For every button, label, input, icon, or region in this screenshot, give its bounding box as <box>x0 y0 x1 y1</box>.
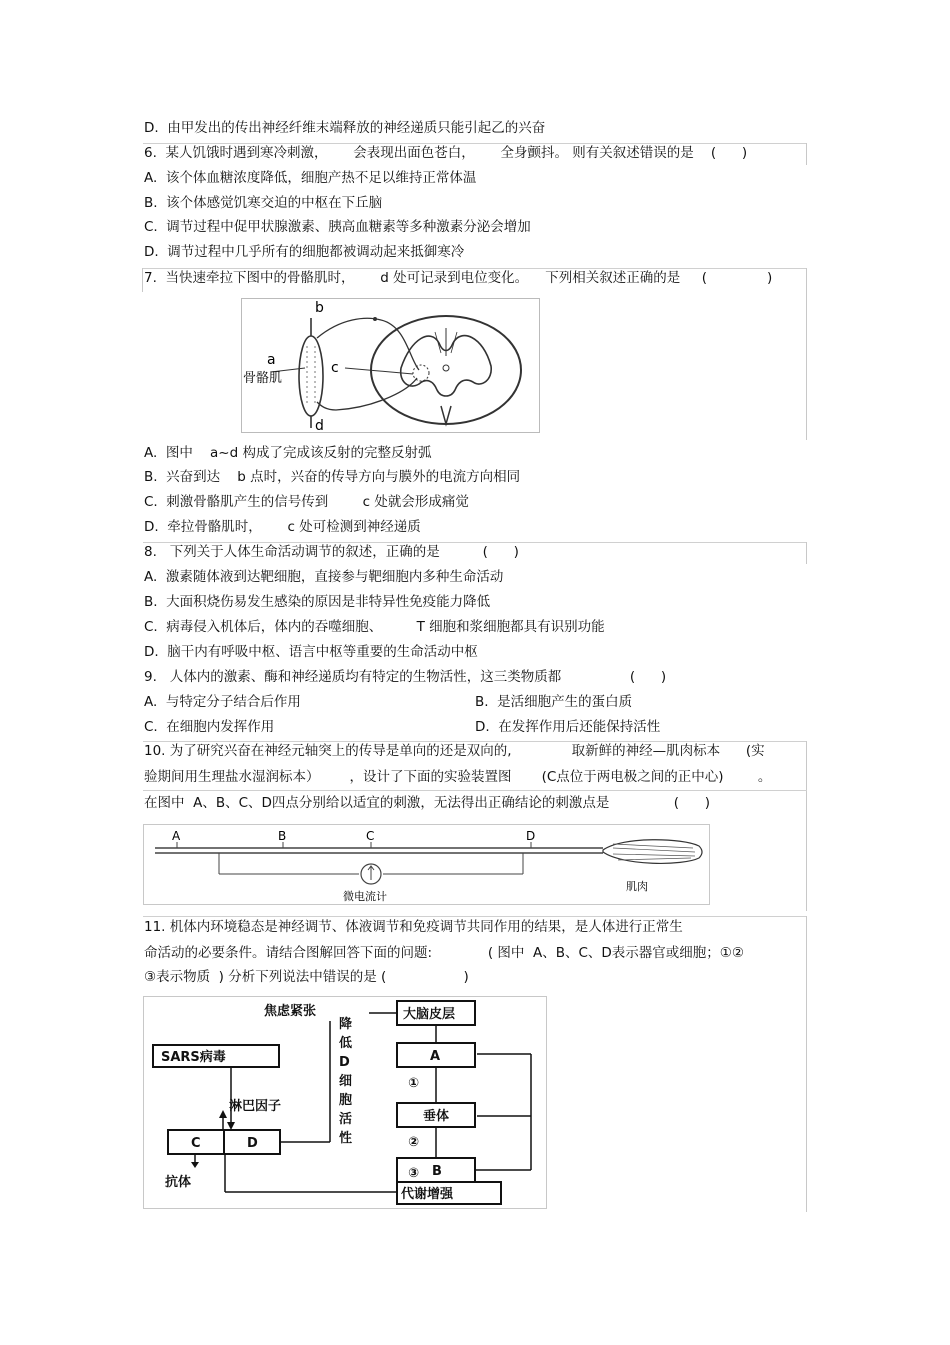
q10-stem-line1: 10. 为了研究兴奋在神经元轴突上的传导是单向的还是双向的, 取新鲜的神经—肌肉标本 (实 <box>144 743 765 759</box>
q7-option-c: C. 刺激骨骼肌产生的信号传到 c 处就会形成痛觉 <box>144 494 469 510</box>
label-galvanometer: 微电流计 <box>343 890 387 903</box>
reduce-d-activity-char: 胞 <box>339 1093 353 1108</box>
q11-stem-line3: ③表示物质 ) 分析下列说法中错误的是 ( ) <box>144 969 469 985</box>
q9-option-d: D. 在发挥作用后还能保持活性 <box>475 719 661 735</box>
box-c-label: C <box>191 1136 201 1151</box>
reflex-arc-figure <box>241 298 541 434</box>
sars-virus-label: SARS病毒 <box>161 1050 226 1065</box>
reduce-d-activity-char: 细 <box>339 1074 353 1089</box>
divider <box>143 268 807 269</box>
label-c: c <box>331 360 339 376</box>
q7-stem: 7. 当快速牵拉下图中的骨骼肌时， d 处可记录到电位变化。 下列相关叙述正确的是 ( ) <box>144 270 773 286</box>
substance-3-label: ③ <box>408 1166 420 1181</box>
q7-option-d: D. 牵拉骨骼肌时， c 处可检测到神经递质 <box>144 519 421 535</box>
nerve-muscle-figure <box>143 824 711 906</box>
q6-option-a: A. 该个体血糖浓度降低，细胞产热不足以维持正常体温 <box>144 170 477 186</box>
label-d: d <box>315 418 324 434</box>
q10-stem-line2: 验期间用生理盐水湿润标本） ，设计了下面的实验装置图 (C点位于两电极之间的正中心) 。 <box>144 769 772 785</box>
divider <box>143 916 807 917</box>
label-a: a <box>267 352 276 368</box>
anxiety-label: 焦虑紧张 <box>264 1004 317 1019</box>
homeostasis-diagram <box>143 996 548 1210</box>
label-b: b <box>315 300 324 316</box>
q6-stem: 6. 某人饥饿时遇到寒冷刺激， 会表现出面色苍白， 全身颤抖。 则有关叙述错误的是 ( ) <box>144 145 748 161</box>
q10-stem-line3: 在图中 A、B、C、D四点分别给以适宜的刺激，无法得出正确结论的刺激点是 ( ) <box>144 795 711 811</box>
divider <box>142 268 143 292</box>
q8-option-b: B. 大面积烧伤易发生感染的原因是非特异性免疫能力降低 <box>144 594 491 610</box>
box-b-label: B <box>432 1164 442 1179</box>
q9-option-a: A. 与特定分子结合后作用 <box>144 694 301 710</box>
cerebral-cortex-label: 大脑皮层 <box>403 1007 456 1022</box>
q9-option-c: C. 在细胞内发挥作用 <box>144 719 275 735</box>
divider <box>143 542 807 543</box>
q8-option-c: C. 病毒侵入机体后，体内的吞噬细胞、 T 细胞和浆细胞都具有识别功能 <box>144 619 605 635</box>
q6-option-b: B. 该个体感觉饥寒交迫的中枢在下丘脑 <box>144 195 383 211</box>
reduce-d-activity-char: D <box>339 1055 350 1070</box>
q6-option-c: C. 调节过程中促甲状腺激素、胰高血糖素等多种激素分泌会增加 <box>144 219 531 235</box>
divider <box>143 790 807 791</box>
reduce-d-activity-char: 降 <box>339 1017 353 1032</box>
lymphokine-label: 淋巴因子 <box>229 1099 282 1114</box>
pituitary-label: 垂体 <box>423 1109 450 1124</box>
q8-option-a: A. 激素随体液到达靶细胞，直接参与靶细胞内多种生命活动 <box>144 569 504 585</box>
divider <box>806 741 807 911</box>
box-d-label: D <box>247 1136 258 1151</box>
antibody-label: 抗体 <box>165 1175 192 1190</box>
q6-option-d: D. 调节过程中几乎所有的细胞都被调动起来抵御寒冷 <box>144 244 465 260</box>
q8-option-d: D. 脑干内有呼吸中枢、语言中枢等重要的生命活动中枢 <box>144 644 478 660</box>
q7-option-a: A. 图中 a~d 构成了完成该反射的完整反射弧 <box>144 445 432 461</box>
divider <box>806 542 807 564</box>
divider <box>806 916 807 1212</box>
q11-stem-line2: 命活动的必要条件。请结合图解回答下面的问题: ( 图中 A、B、C、D表示器官或细胞；①② <box>144 945 744 961</box>
label-point-a: A <box>172 829 181 843</box>
q9-option-b: B. 是活细胞产生的蛋白质 <box>475 694 633 710</box>
label-point-d: D <box>526 829 536 843</box>
divider <box>806 143 807 165</box>
divider <box>143 741 807 742</box>
label-skeletal-muscle: 骨骼肌 <box>243 371 283 386</box>
reduce-d-activity-char: 性 <box>339 1131 353 1146</box>
divider <box>806 268 807 440</box>
q8-stem: 8. 下列关于人体生命活动调节的叙述，正确的是 ( ) <box>144 544 519 560</box>
label-point-b: B <box>278 829 287 843</box>
reduce-d-activity-char: 低 <box>339 1036 353 1051</box>
q7-option-b: B. 兴奋到达 b 点时，兴奋的传导方向与膜外的电流方向相同 <box>144 469 521 485</box>
q9-stem: 9. 人体内的激素、酶和神经递质均有特定的生物活性，这三类物质都 ( ) <box>144 669 667 685</box>
reduce-d-activity-char: 活 <box>339 1112 353 1127</box>
divider <box>143 143 807 144</box>
label-point-c: C <box>366 829 375 843</box>
box-a-label: A <box>430 1049 441 1064</box>
q11-stem-line1: 11. 机体内环境稳态是神经调节、体液调节和免疫调节共同作用的结果，是人体进行正常生 <box>144 919 683 935</box>
metabolism-enhanced-label: 代谢增强 <box>401 1187 454 1202</box>
label-muscle: 肌肉 <box>626 880 648 893</box>
substance-2-label: ② <box>408 1135 420 1150</box>
substance-1-label: ① <box>408 1076 420 1091</box>
q5-option-d: D. 由甲发出的传出神经纤维末端释放的神经递质只能引起乙的兴奋 <box>144 120 546 136</box>
